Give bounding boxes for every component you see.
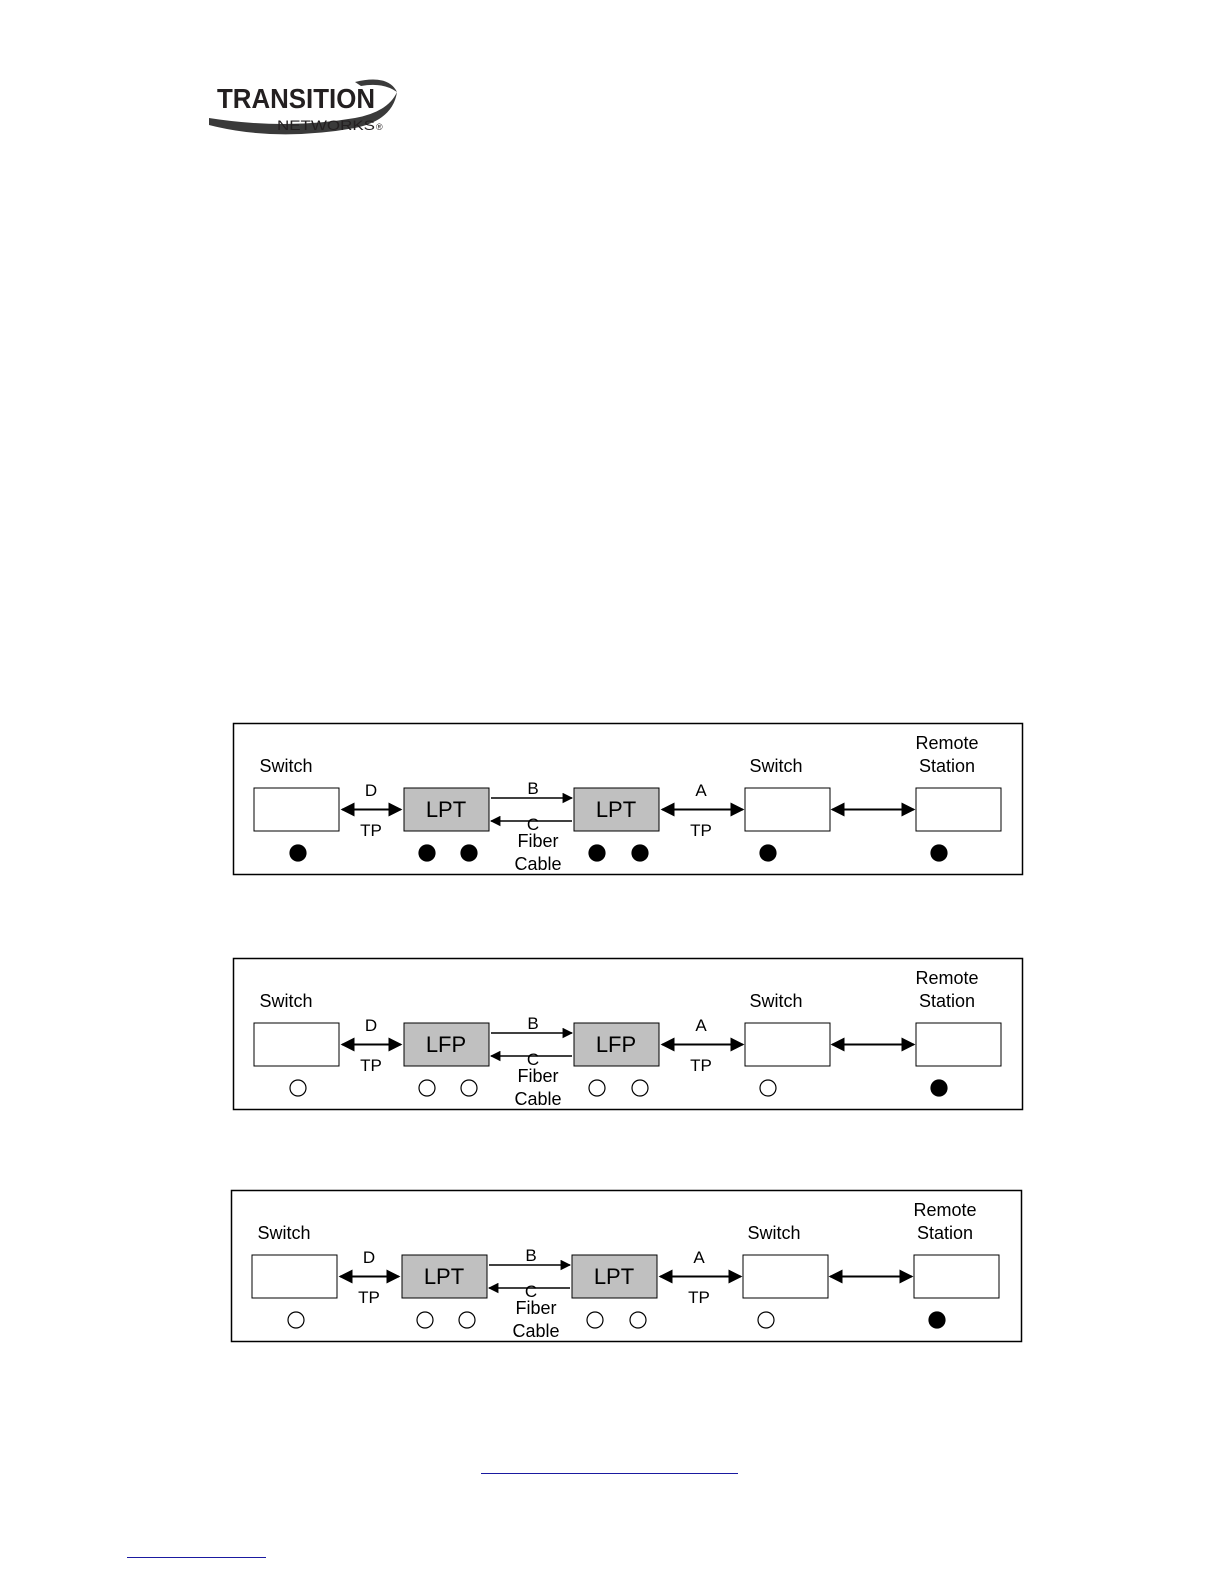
link-c-label: C <box>526 1050 540 1069</box>
device-2-led-a <box>589 845 605 861</box>
device-1-label: LFP <box>425 1032 467 1057</box>
device-2-label: LPT <box>593 1264 635 1289</box>
remote-label-line2: Station <box>916 1223 974 1243</box>
left-switch-box <box>252 1255 337 1298</box>
link-a-medium-label: TP <box>690 1056 712 1075</box>
remote-station-box <box>916 788 1001 831</box>
logo-registered: ® <box>376 122 383 132</box>
fiber-label-line1: Fiber <box>517 831 559 851</box>
remote-station-led <box>931 1080 947 1096</box>
remote-station-box <box>916 1023 1001 1066</box>
fiber-label-line2: Cable <box>512 1321 560 1341</box>
remote-station-box <box>914 1255 999 1298</box>
remote-label-line1: Remote <box>915 733 979 753</box>
device-2-led-a <box>587 1312 603 1328</box>
link-a-label: A <box>693 1248 705 1267</box>
remote-label-line2: Station <box>918 991 976 1011</box>
logo-line2: NETWORKS <box>277 117 375 133</box>
left-switch-led <box>288 1312 304 1328</box>
right-switch-led <box>758 1312 774 1328</box>
link-b-label: B <box>527 779 539 798</box>
device-2-led-b <box>632 1080 648 1096</box>
link-d-label: D <box>362 1248 376 1267</box>
right-switch-label: Switch <box>749 991 803 1011</box>
footer-link-underline[interactable] <box>481 1473 738 1474</box>
right-switch-box <box>743 1255 828 1298</box>
device-1-led-b <box>461 1080 477 1096</box>
device-1-led-a <box>419 1080 435 1096</box>
left-switch-led <box>290 1080 306 1096</box>
remote-station-led <box>931 845 947 861</box>
device-1-led-b <box>459 1312 475 1328</box>
diagram-1 <box>234 724 1023 875</box>
device-1-label: LPT <box>423 1264 465 1289</box>
right-switch-box <box>745 1023 830 1066</box>
right-switch-led <box>760 845 776 861</box>
right-switch-label: Switch <box>749 756 803 776</box>
remote-label-line1: Remote <box>913 1200 977 1220</box>
device-1-led-a <box>419 845 435 861</box>
fiber-label-line2: Cable <box>514 1089 562 1109</box>
link-d-label: D <box>364 1016 378 1035</box>
page-footer-link-underline[interactable] <box>127 1557 266 1558</box>
link-a-label: A <box>695 1016 707 1035</box>
device-2-led-b <box>632 845 648 861</box>
right-switch-label: Switch <box>747 1223 801 1243</box>
left-switch-label: Switch <box>257 1223 311 1243</box>
link-d-medium-label: TP <box>360 1056 382 1075</box>
link-c-label: C <box>526 815 540 834</box>
remote-label-line1: Remote <box>915 968 979 988</box>
fiber-label-line1: Fiber <box>517 1066 559 1086</box>
diagram-3 <box>232 1191 1022 1342</box>
left-switch-led <box>290 845 306 861</box>
device-1-led-a <box>417 1312 433 1328</box>
left-switch-label: Switch <box>259 991 313 1011</box>
link-d-medium-label: TP <box>358 1288 380 1307</box>
link-b-label: B <box>527 1014 539 1033</box>
fiber-label-line1: Fiber <box>515 1298 557 1318</box>
link-d-label: D <box>364 781 378 800</box>
device-2-led-a <box>589 1080 605 1096</box>
diagram-2 <box>234 959 1023 1110</box>
device-1-label: LPT <box>425 797 467 822</box>
link-b-label: B <box>525 1246 537 1265</box>
link-a-medium-label: TP <box>690 821 712 840</box>
device-2-label: LFP <box>595 1032 637 1057</box>
remote-label-line2: Station <box>918 756 976 776</box>
device-2-led-b <box>630 1312 646 1328</box>
left-switch-label: Switch <box>259 756 313 776</box>
device-1-led-b <box>461 845 477 861</box>
left-switch-box <box>254 1023 339 1066</box>
link-c-label: C <box>524 1282 538 1301</box>
device-2-label: LPT <box>595 797 637 822</box>
remote-station-led <box>929 1312 945 1328</box>
link-d-medium-label: TP <box>360 821 382 840</box>
link-a-label: A <box>695 781 707 800</box>
fiber-label-line2: Cable <box>514 854 562 874</box>
link-a-medium-label: TP <box>688 1288 710 1307</box>
left-switch-box <box>254 788 339 831</box>
logo-line1: TRANSITION <box>217 83 375 114</box>
right-switch-led <box>760 1080 776 1096</box>
right-switch-box <box>745 788 830 831</box>
